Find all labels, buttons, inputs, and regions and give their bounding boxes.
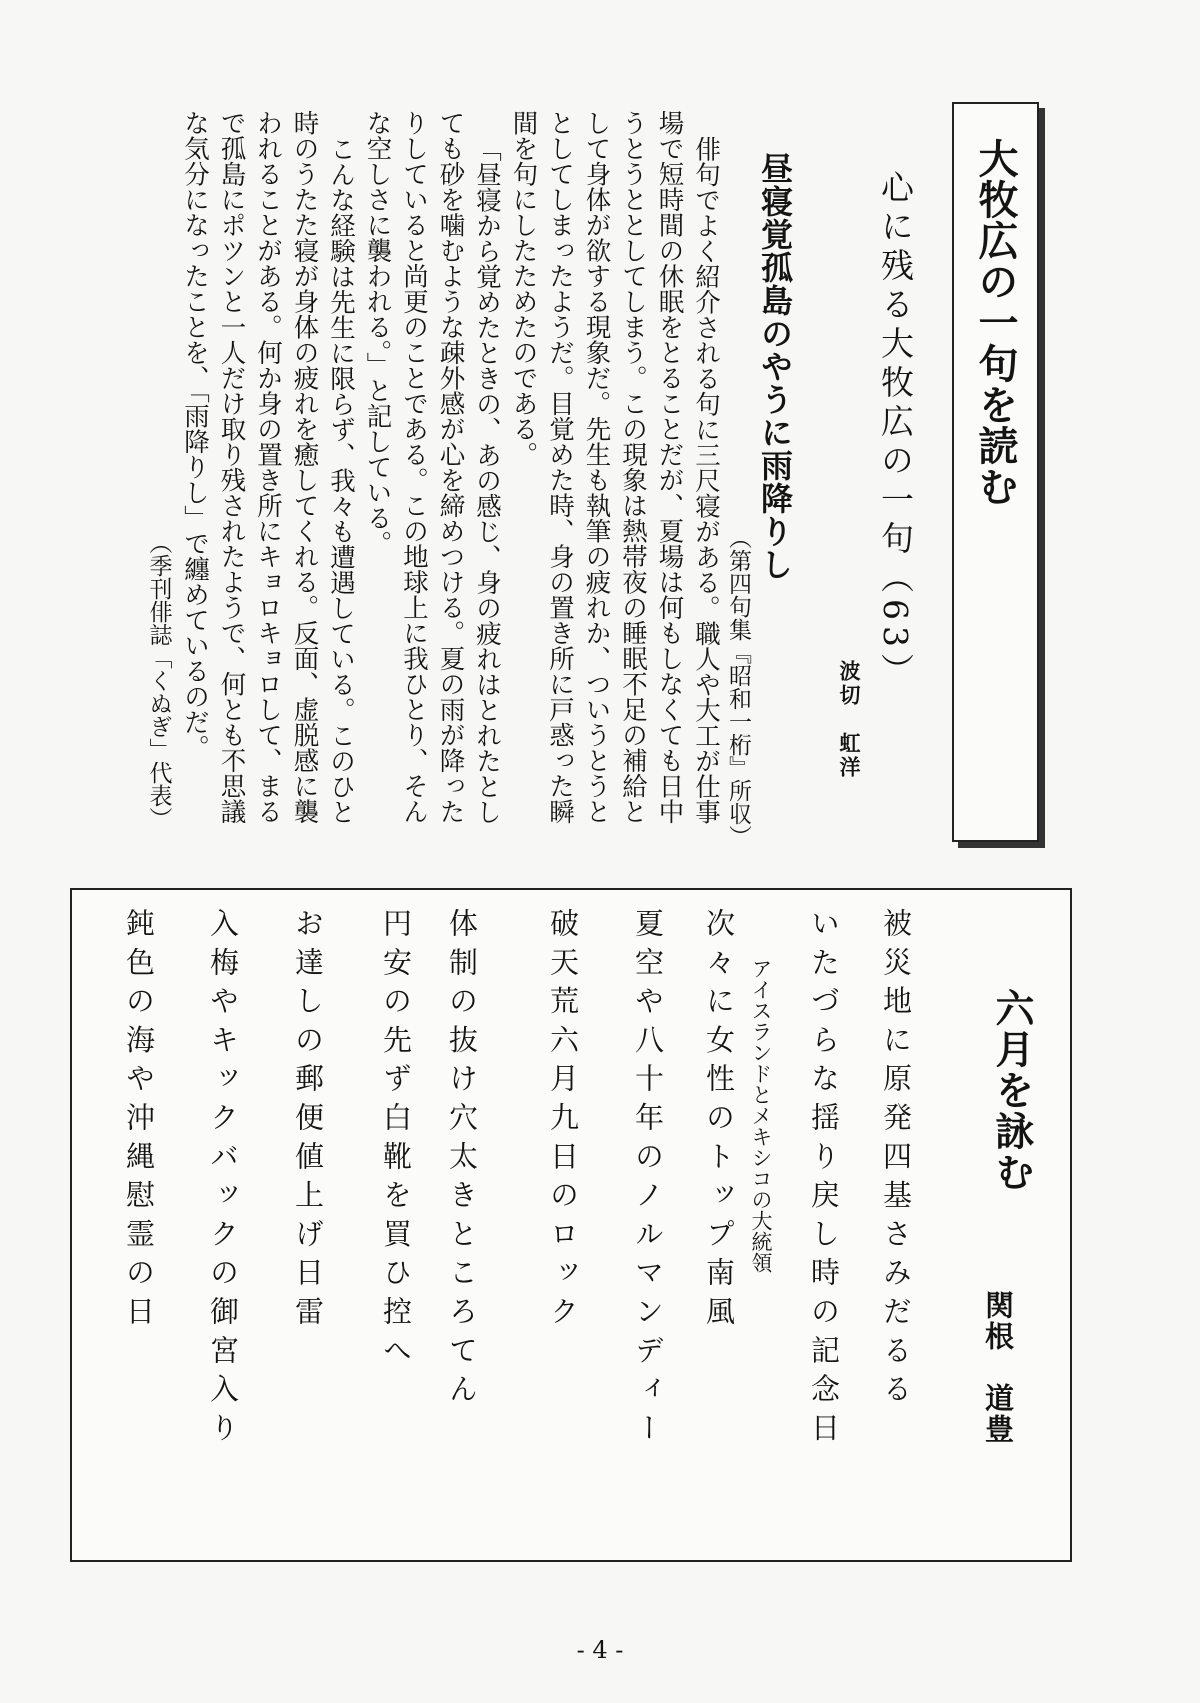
column-title: 心に残る大牧広の一句（63） bbox=[876, 170, 915, 692]
poet-name: 関根 道豊 bbox=[981, 1290, 1015, 1445]
source-note: （第四句集『昭和一桁』所収） bbox=[725, 526, 751, 848]
article-heading: 大牧広の一句を読む bbox=[972, 138, 1018, 507]
essay-signature: （季刊俳誌「くぬぎ」代表） bbox=[145, 531, 172, 830]
poem-line: いたづらな揺り戻し時の記念日 bbox=[807, 908, 841, 1452]
article-author: 波切 虹洋 bbox=[837, 660, 861, 780]
poem-line: 被災地に原発四基さみだるる bbox=[879, 908, 913, 1413]
section-title: 六月を詠む bbox=[989, 988, 1034, 1193]
poem-caption: アイスランドとメキシコの大統領 bbox=[749, 958, 773, 1273]
poem-line: 鈍色の海や沖縄慰霊の日 bbox=[122, 908, 156, 1335]
article-heading-box bbox=[952, 102, 1039, 842]
essay-paragraph: 「昼寝から覚めたときの、あの感じ、身の疲れはとれたとしても砂を噛むような疎外感が心を締めつける。夏の雨が降ったりしていると尚更のことである。この地球上に我ひとり、そんな空しさに襲われる。」と記している。 bbox=[362, 110, 502, 824]
poem-line: お達しの郵便値上げ日雷 bbox=[291, 908, 325, 1335]
page-number: - 4 - bbox=[576, 1636, 624, 1664]
poem-line: 円安の先ず白靴を買ひ控へ bbox=[379, 908, 413, 1374]
essay-paragraph: こんな経験は先生に限らず、我々も遭遇している。このひと時のうたた寝が身体の疲れを癒してくれる。反面、虚脱感に襲われることがある。何か身の置き所にキョロキョロして、まるで孤島にポツンと一人だけ取り残されたようで、何とも不思議な気分になったことを、「雨降りし」で纏めているのだ。 bbox=[180, 110, 356, 824]
poem-line: 次々に女性のトップ南風 bbox=[702, 908, 736, 1335]
poem-line: 夏空や八十年のノルマンディー bbox=[631, 908, 665, 1452]
essay-paragraph: 俳句でよく紹介される句に三尺寝がある。職人や大工が仕事場で短時間の休眠をとることだが、夏場は何もしなくても日中うとうととしてしまう。この現象は熱帯夜の睡眠不足の補給として身体が欲する現象だ。先生も執筆の疲れか、ついうとうととしてしまったようだ。目覚めた時、身の置き所に戸惑った瞬間を句にしたためたのである。 bbox=[508, 110, 721, 824]
essay-body bbox=[84, 110, 724, 830]
featured-haiku: 昼寝覚孤島のやうに雨降りし bbox=[756, 152, 794, 581]
poem-line: 破天荒六月九日のロック bbox=[546, 908, 580, 1335]
poem-line: 入梅やキックバックの御宮入り bbox=[206, 908, 240, 1452]
poem-line: 体制の抜け穴太きところてん bbox=[445, 908, 479, 1413]
